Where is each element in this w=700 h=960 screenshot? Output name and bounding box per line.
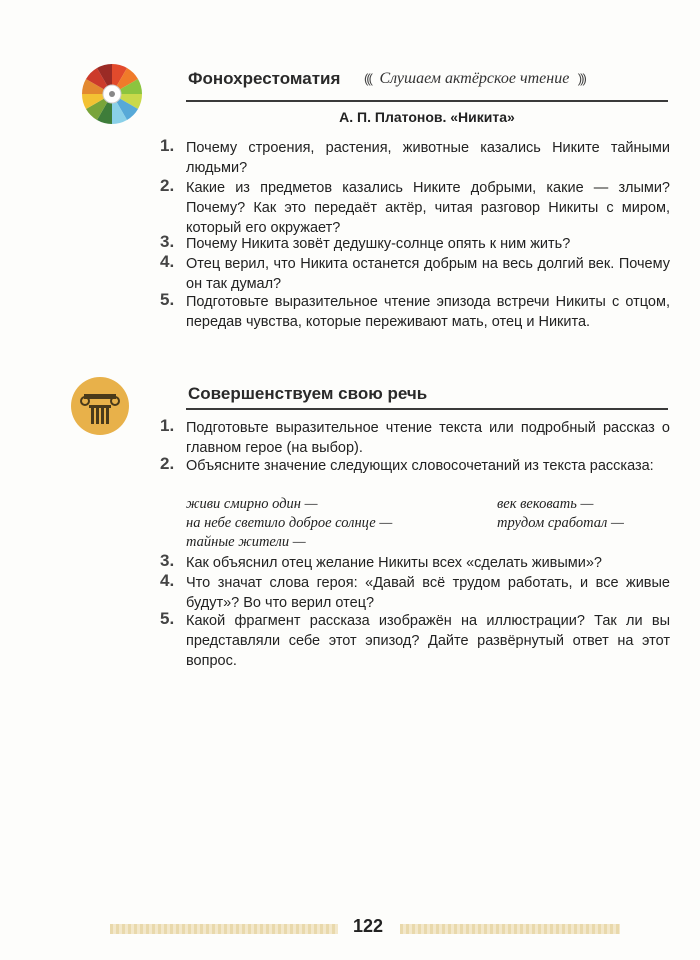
question-number: 5.: [160, 609, 175, 628]
question-number: 2.: [160, 176, 175, 195]
phrase: на небе светило доброе солнце —: [186, 515, 393, 531]
footer-band-right: [400, 924, 620, 934]
question-text: Что значат слова героя: «Давай всё трудом работать, и все живые будут»? Во что верил отец?: [186, 575, 670, 611]
question-number: 5.: [160, 290, 175, 309]
question-number: 1.: [160, 136, 175, 155]
question-item: [160, 292, 670, 332]
question-item: [160, 611, 670, 671]
question-text: Как объяснил отец желание Никиты всех «сделать живыми»?: [186, 555, 602, 571]
phrase: век вековать —: [497, 496, 594, 512]
column-icon: [70, 376, 130, 436]
question-item: [160, 254, 670, 294]
section-title: Совершенствуем свою речь: [188, 384, 428, 403]
sound-wave-icon: (((: [364, 71, 371, 86]
question-text: Подготовьте выразительное чтение эпизода встречи Никиты с отцом, передав чувства, которые переживают мать, отец и Никита.: [186, 294, 670, 330]
question-number: 4.: [160, 571, 175, 590]
question-text: Отец верил, что Никита останется добрым на весь долгий век. Почему он так думал?: [186, 256, 670, 292]
question-text: Какие из предметов казались Никите добрыми, какие — злыми? Почему? Как это передаёт актёр, читая разговор Никиты с миром, который его окружает?: [186, 180, 670, 236]
footer-band-left: [110, 924, 338, 934]
question-text: Почему строения, растения, животные казались Никите тайными людьми?: [186, 140, 670, 176]
divider: [186, 100, 668, 102]
subtitle: Слушаем актёрское чтение: [379, 70, 570, 87]
story-title: А. П. Платонов. «Никита»: [339, 109, 515, 125]
question-number: 4.: [160, 252, 175, 271]
question-number: 3.: [160, 232, 175, 251]
audio-subtitle: [364, 70, 585, 88]
page-number: 122: [352, 916, 384, 936]
phrase: тайные жители —: [186, 534, 306, 550]
question-number: 1.: [160, 416, 175, 435]
phrase: трудом сработал —: [497, 515, 624, 531]
question-number: 2.: [160, 454, 175, 473]
question-item: [160, 234, 670, 254]
sound-wave-icon: ))): [577, 71, 585, 86]
question-text: Почему Никита зовёт дедушку-солнце опять к ним жить?: [186, 236, 571, 252]
question-text: Подготовьте выразительное чтение текста или подробный рассказ о главном герое (на выбор).: [186, 420, 670, 456]
question-item: [160, 178, 670, 238]
section-title: Фонохрестоматия: [188, 69, 341, 88]
question-item: [160, 456, 670, 476]
phrase: живи смирно один —: [186, 496, 318, 512]
question-text: Какой фрагмент рассказа изображён на иллюстрации? Так ли вы представляли себе этот эпизод? Дайте развёрнутый ответ на этот вопрос.: [186, 613, 670, 669]
question-item: [160, 573, 670, 613]
question-number: 3.: [160, 551, 175, 570]
disc-icon: [80, 62, 144, 126]
question-item: [160, 418, 670, 458]
question-item: [160, 553, 670, 573]
question-text: Объясните значение следующих словосочетаний из текста рассказа:: [186, 458, 654, 474]
question-item: [160, 138, 670, 178]
divider: [186, 408, 668, 410]
